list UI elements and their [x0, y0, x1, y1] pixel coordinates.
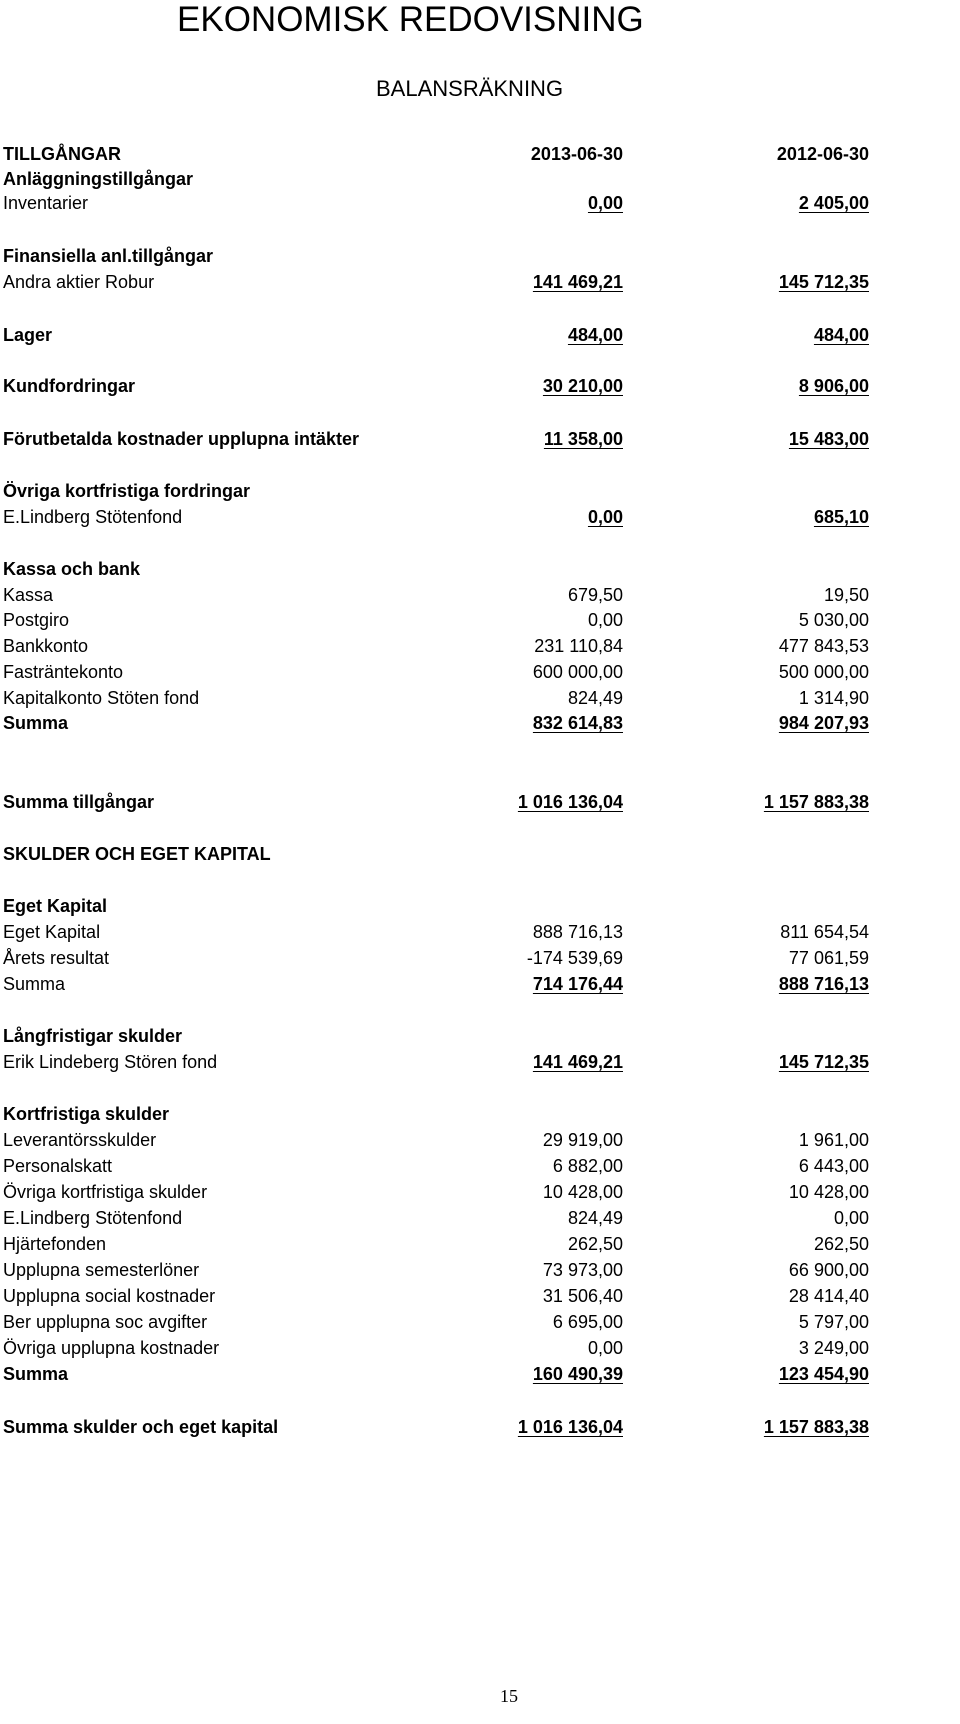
value-2012-06-30: 28 414,40 [788, 1286, 869, 1306]
row-label: Personalskatt [3, 1156, 113, 1176]
value-2012-06-30: 262,50 [813, 1234, 869, 1254]
value-2012-06-30: 888 716,13 [778, 974, 869, 994]
value-2012-06-30: 77 061,59 [788, 948, 869, 968]
page-number: 15 [500, 1686, 518, 1706]
value-2013-06-30: 600 000,00 [532, 662, 623, 682]
value-2013-06-30: 0,00 [587, 1338, 623, 1358]
table-row [0, 1361, 960, 1387]
value-2013-06-30: 888 716,13 [532, 922, 623, 942]
value-2012-06-30: 2012-06-30 [776, 144, 869, 164]
value-2012-06-30: 477 843,53 [778, 636, 869, 656]
value-2013-06-30: 231 110,84 [534, 636, 623, 656]
table-row [0, 607, 960, 633]
value-2012-06-30: 1 314,90 [798, 688, 869, 708]
value-2012-06-30: 10 428,00 [788, 1182, 869, 1202]
row-label: Övriga upplupna kostnader [3, 1338, 220, 1358]
value-2012-06-30: 145 712,35 [778, 1052, 869, 1072]
table-row [0, 710, 960, 736]
row-label: Kapitalkonto Stöten fond [3, 688, 200, 708]
value-2012-06-30: 15 483,00 [788, 429, 869, 449]
value-2013-06-30: 714 176,44 [532, 974, 623, 994]
table-row [0, 1231, 960, 1257]
value-2013-06-30: 832 614,83 [532, 713, 623, 733]
value-2013-06-30: 0,00 [587, 193, 623, 213]
table-row [0, 633, 960, 659]
row-label: SKULDER OCH EGET KAPITAL [3, 844, 271, 864]
table-row [0, 243, 960, 269]
row-label: Kundfordringar [3, 376, 135, 396]
table-row [0, 1283, 960, 1309]
table-row [0, 478, 960, 504]
table-row [0, 1335, 960, 1361]
value-2012-06-30: 984 207,93 [778, 713, 869, 733]
page-title: EKONOMISK REDOVISNING [177, 0, 644, 39]
row-label: Summa [3, 713, 69, 733]
row-label: Upplupna semesterlöner [3, 1260, 200, 1280]
value-2013-06-30: 6 695,00 [552, 1312, 623, 1332]
value-2012-06-30: 3 249,00 [798, 1338, 869, 1358]
value-2013-06-30: 29 919,00 [542, 1130, 623, 1150]
row-label: Summa skulder och eget kapital [3, 1417, 279, 1437]
row-label: Långfristigar skulder [3, 1026, 183, 1046]
value-2012-06-30: 145 712,35 [778, 272, 869, 292]
value-2013-06-30: 160 490,39 [532, 1364, 623, 1384]
table-row [0, 1414, 960, 1440]
row-label: Eget Kapital [3, 922, 101, 942]
row-label: E.Lindberg Stötenfond [3, 507, 183, 527]
row-label: Övriga kortfristiga skulder [3, 1182, 208, 1202]
table-row [0, 322, 960, 348]
row-label: Postgiro [3, 610, 70, 630]
row-label: Bankkonto [3, 636, 89, 656]
value-2013-06-30: 1 016 136,04 [517, 792, 623, 812]
value-2013-06-30: -174 539,69 [526, 948, 623, 968]
value-2012-06-30: 5 030,00 [798, 610, 869, 630]
row-label: Hjärtefonden [3, 1234, 107, 1254]
row-label: Inventarier [3, 193, 89, 213]
table-row [0, 945, 960, 971]
value-2013-06-30: 10 428,00 [542, 1182, 623, 1202]
value-2012-06-30: 19,50 [823, 585, 869, 605]
table-row [0, 373, 960, 399]
value-2013-06-30: 31 506,40 [542, 1286, 623, 1306]
row-label: Eget Kapital [3, 896, 108, 916]
row-label: TILLGÅNGAR [3, 144, 121, 164]
table-row [0, 659, 960, 685]
value-2012-06-30: 500 000,00 [778, 662, 869, 682]
table-row [0, 1179, 960, 1205]
row-label: Kassa [3, 585, 54, 605]
table-row [0, 190, 960, 216]
value-2012-06-30: 2 405,00 [798, 193, 869, 213]
value-2013-06-30: 0,00 [587, 610, 623, 630]
value-2012-06-30: 484,00 [813, 325, 869, 345]
row-label: Övriga kortfristiga fordringar [3, 481, 251, 501]
value-2012-06-30: 6 443,00 [798, 1156, 869, 1176]
value-2013-06-30: 0,00 [587, 507, 623, 527]
table-row [0, 166, 960, 192]
table-row [0, 1049, 960, 1075]
row-label: Summa [3, 974, 66, 994]
value-2013-06-30: 679,50 [567, 585, 623, 605]
table-row [0, 789, 960, 815]
table-row [0, 1153, 960, 1179]
table-row [0, 1257, 960, 1283]
value-2012-06-30: 1 157 883,38 [763, 1417, 869, 1437]
value-2012-06-30: 685,10 [813, 507, 869, 527]
row-label: E.Lindberg Stötenfond [3, 1208, 183, 1228]
table-row [0, 141, 960, 167]
row-label: Finansiella anl.tillgångar [3, 246, 214, 266]
value-2012-06-30: 66 900,00 [788, 1260, 869, 1280]
table-row [0, 893, 960, 919]
row-label: Anläggningstillgångar [3, 169, 194, 189]
value-2012-06-30: 1 157 883,38 [763, 792, 869, 812]
table-row [0, 1309, 960, 1335]
table-row [0, 1101, 960, 1127]
row-label: Summa tillgångar [3, 792, 155, 812]
table-row [0, 556, 960, 582]
value-2013-06-30: 1 016 136,04 [517, 1417, 623, 1437]
value-2013-06-30: 824,49 [567, 688, 623, 708]
row-label: Erik Lindeberg Stören fond [3, 1052, 218, 1072]
value-2013-06-30: 141 469,21 [532, 272, 623, 292]
value-2012-06-30: 1 961,00 [798, 1130, 869, 1150]
table-row [0, 269, 960, 295]
table-row [0, 841, 960, 867]
value-2013-06-30: 30 210,00 [542, 376, 623, 396]
value-2013-06-30: 824,49 [567, 1208, 623, 1228]
table-row [0, 1023, 960, 1049]
row-label: Ber upplupna soc avgifter [3, 1312, 208, 1332]
value-2013-06-30: 6 882,00 [552, 1156, 623, 1176]
value-2012-06-30: 811 654,54 [780, 922, 869, 942]
row-label: Leverantörsskulder [3, 1130, 157, 1150]
row-label: Andra aktier Robur [3, 272, 155, 292]
value-2012-06-30: 5 797,00 [798, 1312, 869, 1332]
table-row [0, 919, 960, 945]
value-2013-06-30: 262,50 [567, 1234, 623, 1254]
value-2012-06-30: 8 906,00 [798, 376, 869, 396]
row-label: Kortfristiga skulder [3, 1104, 170, 1124]
section-title-balansrakning: BALANSRÄKNING [376, 76, 564, 101]
row-label: Fasträntekonto [3, 662, 124, 682]
table-row [0, 1205, 960, 1231]
table-row [0, 426, 960, 452]
value-2013-06-30: 11 358,00 [543, 429, 623, 449]
row-label: Förutbetalda kostnader upplupna intäkter [3, 429, 360, 449]
row-label: Årets resultat [3, 948, 110, 968]
row-label: Upplupna social kostnader [3, 1286, 216, 1306]
value-2013-06-30: 2013-06-30 [530, 144, 623, 164]
value-2012-06-30: 123 454,90 [778, 1364, 869, 1384]
row-label: Summa [3, 1364, 69, 1384]
value-2012-06-30: 0,00 [833, 1208, 869, 1228]
row-label: Lager [3, 325, 53, 345]
table-row [0, 971, 960, 997]
table-row [0, 1127, 960, 1153]
table-row [0, 504, 960, 530]
row-label: Kassa och bank [3, 559, 141, 579]
table-row [0, 685, 960, 711]
value-2013-06-30: 141 469,21 [532, 1052, 623, 1072]
value-2013-06-30: 484,00 [567, 325, 623, 345]
value-2013-06-30: 73 973,00 [542, 1260, 623, 1280]
table-row [0, 582, 960, 608]
